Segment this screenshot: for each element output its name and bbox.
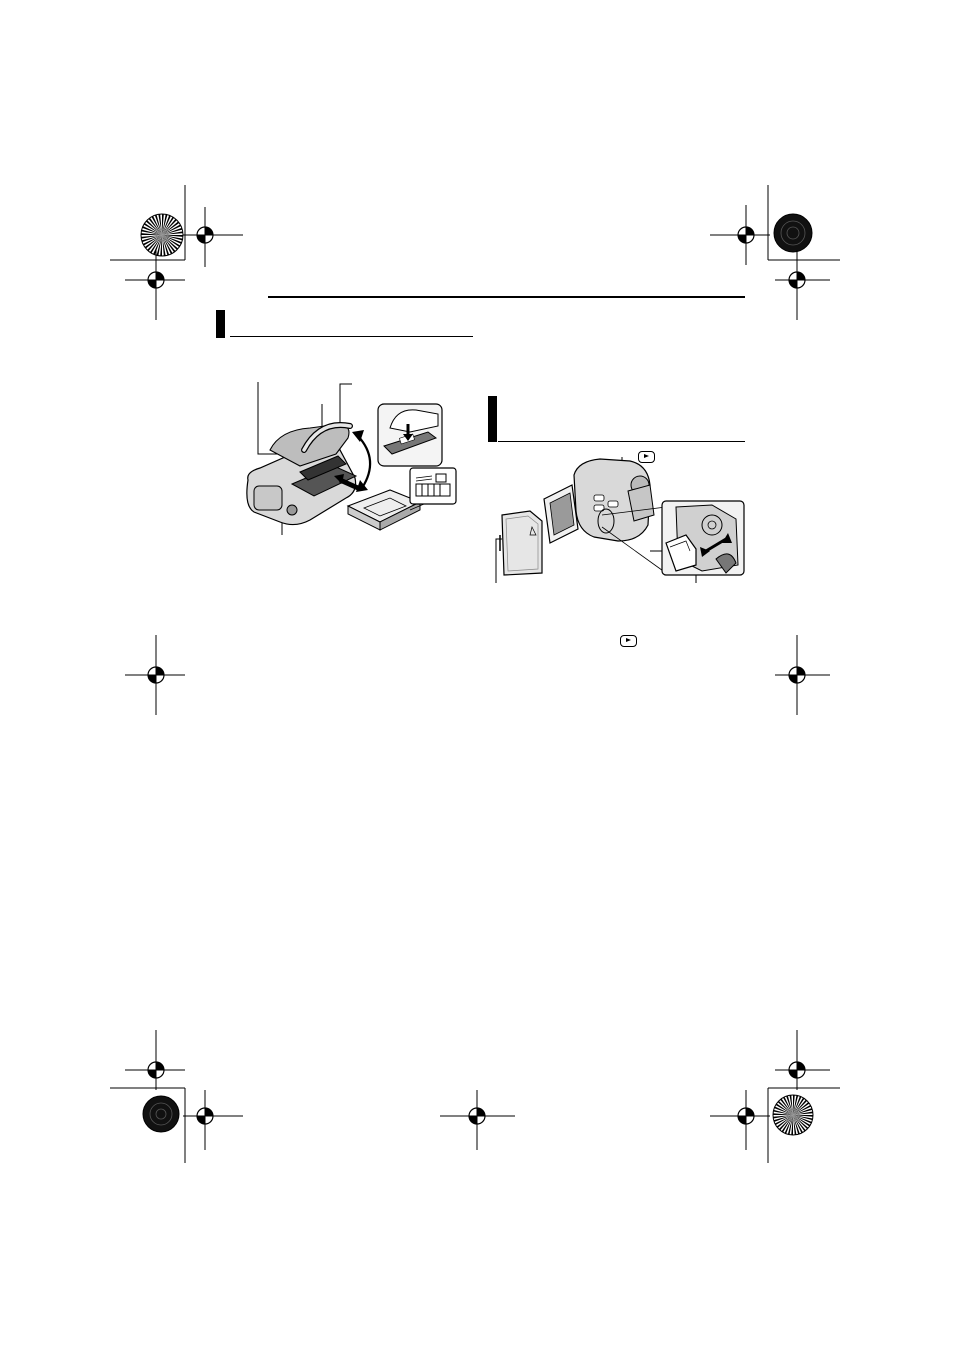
crosshair-target-icon — [775, 635, 830, 715]
crosshair-target-icon — [440, 1090, 515, 1150]
crosshair-target-icon — [125, 1030, 185, 1090]
crosshair-target-icon — [775, 1030, 830, 1090]
header-rule — [268, 296, 745, 298]
crosshair-target-icon — [183, 207, 243, 267]
left-section-marker — [216, 310, 225, 338]
playback-mode-icon — [620, 635, 637, 647]
crosshair-target-icon — [183, 1090, 243, 1150]
crosshair-target-icon — [775, 250, 830, 320]
registration-star-bottom-right — [772, 1094, 814, 1136]
crosshair-target-icon — [710, 205, 770, 265]
crosshair-target-icon — [125, 250, 185, 320]
cassette-loading-illustration — [240, 380, 460, 540]
right-section-marker — [488, 396, 497, 442]
crosshair-target-icon — [125, 635, 185, 715]
registration-star-bottom-left — [142, 1095, 180, 1133]
crosshair-target-icon — [710, 1090, 770, 1150]
left-section-underline — [230, 336, 473, 337]
memory-card-insertion-illustration — [490, 455, 750, 585]
right-section-underline — [498, 441, 745, 442]
